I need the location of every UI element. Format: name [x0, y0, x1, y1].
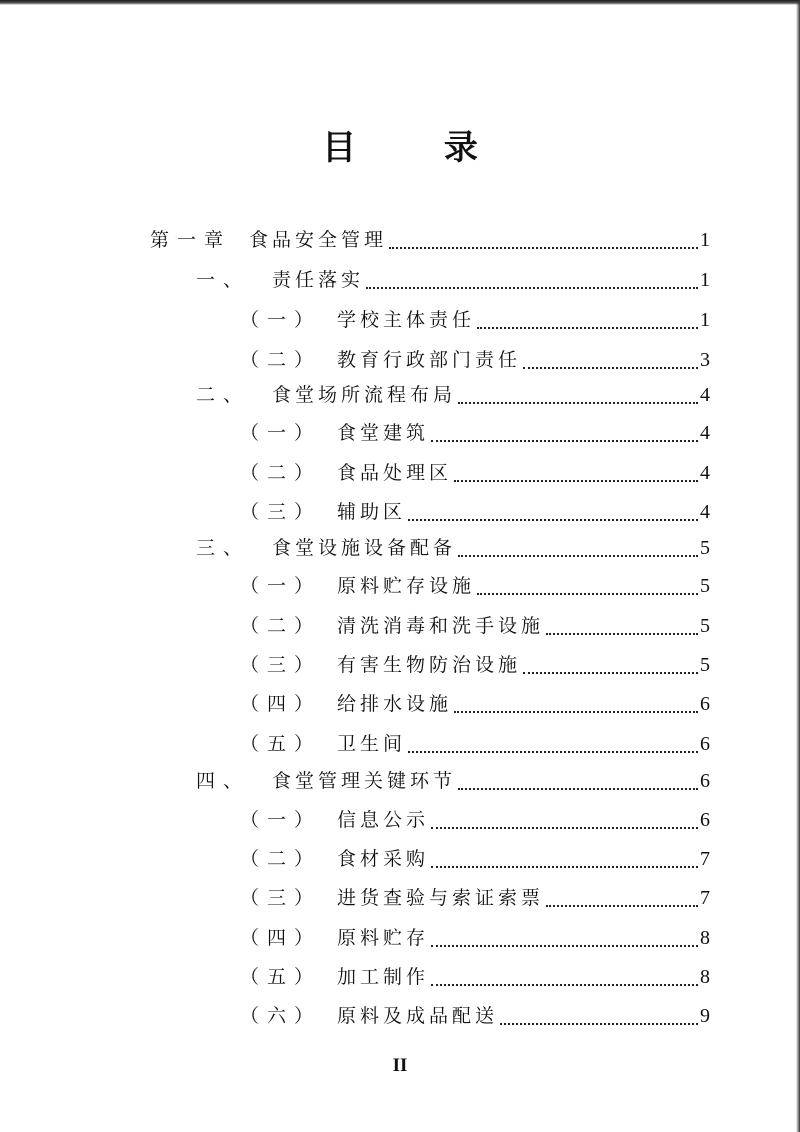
- toc-entry-section: [196, 530, 710, 560]
- toc-entry-subsection: [240, 415, 710, 445]
- toc-label: 原料贮存设施: [337, 575, 476, 597]
- toc-number: 四、: [196, 770, 251, 792]
- dot-leader: [477, 573, 698, 595]
- page-folio: II: [392, 1055, 408, 1076]
- toc-number: （二）: [240, 349, 322, 371]
- scan-edge-top: [0, 0, 800, 5]
- toc-number: （四）: [240, 693, 322, 715]
- toc-number: （六）: [240, 1005, 322, 1027]
- dot-leader: [408, 731, 698, 753]
- toc-entry-subsection: [240, 302, 710, 332]
- dot-leader: [389, 227, 698, 249]
- toc-label: 食堂管理关键环节: [272, 770, 457, 792]
- dot-leader: [431, 420, 698, 442]
- toc-page-number: 3: [700, 349, 710, 371]
- toc-entry-section: [196, 763, 710, 793]
- scan-edge-right: [796, 0, 800, 1132]
- toc-entry-subsection: [240, 841, 710, 871]
- toc-entry-subsection: [240, 802, 710, 832]
- toc-page-number: 8: [700, 966, 710, 988]
- toc-number: （一）: [240, 809, 322, 831]
- toc-number: 第一章: [150, 229, 232, 251]
- toc-label: 教育行政部门责任: [337, 349, 522, 371]
- toc-page-number: 4: [700, 384, 710, 406]
- toc-page-number: 1: [700, 269, 710, 291]
- toc-label: 学校主体责任: [337, 309, 476, 331]
- dot-leader: [458, 535, 698, 557]
- toc-label: 卫生间: [337, 733, 407, 755]
- toc-number: （三）: [240, 501, 322, 523]
- dot-leader: [431, 925, 698, 947]
- toc-page-number: 1: [700, 229, 710, 251]
- toc-label: 辅助区: [337, 501, 407, 523]
- toc-page-number: 8: [700, 927, 710, 949]
- toc-number: 一、: [196, 269, 251, 291]
- dot-leader: [454, 460, 698, 482]
- dot-leader: [458, 382, 698, 404]
- toc-number: （三）: [240, 654, 322, 676]
- toc-page-number: 7: [700, 848, 710, 870]
- toc-entry-subsection: [240, 568, 710, 598]
- toc-number: （五）: [240, 733, 322, 755]
- toc-page-number: 1: [700, 309, 710, 331]
- dot-leader: [458, 768, 698, 790]
- toc-page-number: 4: [700, 462, 710, 484]
- toc-page-number: 4: [700, 501, 710, 523]
- dot-leader: [366, 267, 698, 289]
- page-title: 目 录: [322, 128, 516, 168]
- toc-label: 食材采购: [337, 848, 430, 870]
- toc-entry-subsection: [240, 455, 710, 485]
- toc-number: （五）: [240, 966, 322, 988]
- dot-leader: [546, 613, 698, 635]
- toc-number: （一）: [240, 422, 322, 444]
- toc-page-number: 9: [700, 1005, 710, 1027]
- toc-number: 二、: [196, 384, 251, 406]
- toc-entry-subsection: [240, 726, 710, 756]
- toc-page-number: 6: [700, 809, 710, 831]
- toc-number: （一）: [240, 575, 322, 597]
- toc-label: 食堂场所流程布局: [272, 384, 457, 406]
- toc-page-number: 5: [700, 615, 710, 637]
- dot-leader: [431, 964, 698, 986]
- toc-label: 给排水设施: [337, 693, 453, 715]
- toc-entry-section: [196, 377, 710, 407]
- toc-page-number: 7: [700, 887, 710, 909]
- toc-label: 进货查验与索证索票: [337, 887, 545, 909]
- toc-entry-subsection: [240, 880, 710, 910]
- dot-leader: [523, 347, 698, 369]
- toc-label: 食品安全管理: [249, 229, 388, 251]
- toc-entry-chapter: [150, 222, 710, 252]
- dot-leader: [431, 846, 698, 868]
- toc-entry-subsection: [240, 920, 710, 950]
- toc-entry-subsection: [240, 608, 710, 638]
- toc-label: 食品处理区: [337, 462, 453, 484]
- toc-label: 食堂建筑: [337, 422, 430, 444]
- toc-entry-subsection: [240, 686, 710, 716]
- dot-leader: [477, 307, 698, 329]
- toc-entry-subsection: [240, 494, 710, 524]
- dot-leader: [431, 807, 698, 829]
- toc-label: 清洗消毒和洗手设施: [337, 615, 545, 637]
- toc-entry-subsection: [240, 647, 710, 677]
- toc-number: 三、: [196, 537, 251, 559]
- toc-entry-subsection: [240, 959, 710, 989]
- toc-number: （二）: [240, 848, 322, 870]
- toc-page-number: 5: [700, 537, 710, 559]
- toc-page-number: 5: [700, 654, 710, 676]
- toc-label: 加工制作: [337, 966, 430, 988]
- toc-entry-subsection: [240, 998, 710, 1028]
- dot-leader: [408, 499, 698, 521]
- toc-label: 原料及成品配送: [337, 1005, 499, 1027]
- toc-number: （二）: [240, 462, 322, 484]
- toc-page-number: 6: [700, 733, 710, 755]
- toc-number: （二）: [240, 615, 322, 637]
- dot-leader: [454, 691, 698, 713]
- dot-leader: [546, 885, 698, 907]
- toc-page-number: 6: [700, 770, 710, 792]
- toc-label: 原料贮存: [337, 927, 430, 949]
- toc-page-number: 4: [700, 422, 710, 444]
- toc-label: 食堂设施设备配备: [272, 537, 457, 559]
- toc-page-number: 5: [700, 575, 710, 597]
- dot-leader: [500, 1003, 698, 1025]
- toc-number: （三）: [240, 887, 322, 909]
- toc-entry-subsection: [240, 342, 710, 372]
- toc-label: 责任落实: [272, 269, 365, 291]
- toc-number: （四）: [240, 927, 322, 949]
- toc-page-number: 6: [700, 693, 710, 715]
- toc-label: 信息公示: [337, 809, 430, 831]
- toc-entry-section: [196, 262, 710, 292]
- toc-label: 有害生物防治设施: [337, 654, 522, 676]
- toc-number: （一）: [240, 309, 322, 331]
- dot-leader: [523, 652, 698, 674]
